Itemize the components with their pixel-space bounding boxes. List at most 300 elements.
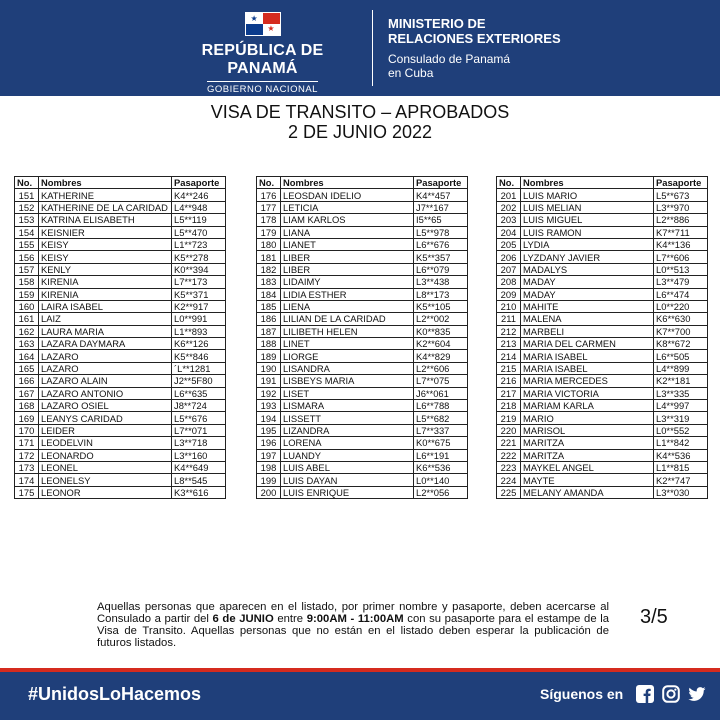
table-row: [257, 362, 468, 374]
row-number: 208: [497, 276, 521, 288]
row-number: 201: [497, 189, 521, 201]
table-row: [15, 424, 226, 436]
table-row: [257, 486, 468, 498]
table-row: [257, 313, 468, 325]
row-passport: L2**056: [414, 486, 468, 498]
row-number: 206: [497, 251, 521, 263]
row-passport: L7**173: [172, 276, 226, 288]
table-row: [257, 201, 468, 213]
table-row: [257, 288, 468, 300]
row-number: 224: [497, 474, 521, 486]
row-number: 184: [257, 288, 281, 300]
row-number: 170: [15, 424, 39, 436]
row-number: 176: [257, 189, 281, 201]
row-number: 181: [257, 251, 281, 263]
header-name: Nombres: [521, 177, 654, 189]
row-number: 152: [15, 201, 39, 213]
ministry-block: [388, 16, 588, 80]
row-passport: L3**319: [654, 412, 708, 424]
header-divider: [372, 10, 373, 86]
row-name: LUIS ENRIQUE: [281, 486, 414, 498]
table-row: [497, 201, 708, 213]
table-row: [15, 189, 226, 201]
row-passport: K4**649: [172, 461, 226, 473]
panama-flag-icon: ★ ★: [245, 12, 281, 36]
row-passport: L6**474: [654, 288, 708, 300]
row-name: LILIAN DE LA CARIDAD: [281, 313, 414, 325]
table-row: [257, 325, 468, 337]
row-passport: K4**246: [172, 189, 226, 201]
row-number: 205: [497, 238, 521, 250]
row-name: MAYTE: [521, 474, 654, 486]
table-row: [497, 474, 708, 486]
row-number: 218: [497, 400, 521, 412]
ministry-line1: MINISTERIO DE: [388, 16, 486, 31]
row-passport: K6**126: [172, 338, 226, 350]
row-name: KEISNIER: [39, 226, 172, 238]
header-no: No.: [15, 177, 39, 189]
table-row: [15, 238, 226, 250]
row-number: 165: [15, 362, 39, 374]
row-passport: L7**071: [172, 424, 226, 436]
row-number: 180: [257, 238, 281, 250]
row-number: 168: [15, 400, 39, 412]
row-passport: L5**673: [654, 189, 708, 201]
row-number: 187: [257, 325, 281, 337]
row-name: MAHITE: [521, 300, 654, 312]
row-number: 167: [15, 387, 39, 399]
row-passport: L5**978: [414, 226, 468, 238]
row-name: LIORGE: [281, 350, 414, 362]
row-name: LIANET: [281, 238, 414, 250]
row-passport: L3**160: [172, 449, 226, 461]
row-number: 198: [257, 461, 281, 473]
row-name: KEISY: [39, 238, 172, 250]
row-number: 163: [15, 338, 39, 350]
row-number: 154: [15, 226, 39, 238]
row-name: KATRINA ELISABETH: [39, 214, 172, 226]
row-number: 204: [497, 226, 521, 238]
table-row: [15, 412, 226, 424]
row-passport: L2**886: [654, 214, 708, 226]
row-name: LAZARO ANTONIO: [39, 387, 172, 399]
table-row: [257, 338, 468, 350]
row-number: 156: [15, 251, 39, 263]
row-passport: K0**835: [414, 325, 468, 337]
row-name: LISET: [281, 387, 414, 399]
table-row: [15, 449, 226, 461]
row-passport: K0**394: [172, 263, 226, 275]
row-number: 169: [15, 412, 39, 424]
row-number: 185: [257, 300, 281, 312]
row-passport: L3**479: [654, 276, 708, 288]
row-number: 225: [497, 486, 521, 498]
row-number: 197: [257, 449, 281, 461]
row-number: 186: [257, 313, 281, 325]
row-passport: L3**335: [654, 387, 708, 399]
document-title: [0, 102, 720, 142]
row-name: KATHERINE: [39, 189, 172, 201]
row-passport: K5**278: [172, 251, 226, 263]
row-number: 194: [257, 412, 281, 424]
table-row: [497, 424, 708, 436]
table-row: [257, 226, 468, 238]
table-row: [15, 338, 226, 350]
row-passport: L4**948: [172, 201, 226, 213]
republic-block: [165, 12, 360, 97]
row-number: 213: [497, 338, 521, 350]
row-name: KIRENIA: [39, 276, 172, 288]
row-name: MADALYS: [521, 263, 654, 275]
row-name: LEIDER: [39, 424, 172, 436]
row-name: LUIS MELIAN: [521, 201, 654, 213]
row-passport: ´L**1281: [172, 362, 226, 374]
row-name: LAIZ: [39, 313, 172, 325]
ministry-line2: RELACIONES EXTERIORES: [388, 31, 561, 46]
row-passport: L0**513: [654, 263, 708, 275]
table-row: [497, 189, 708, 201]
table-row: [15, 325, 226, 337]
table-header-row: [497, 177, 708, 189]
table-row: [497, 276, 708, 288]
table-row: [497, 412, 708, 424]
row-passport: K6**536: [414, 461, 468, 473]
row-name: LUIS RAMON: [521, 226, 654, 238]
row-number: 215: [497, 362, 521, 374]
table-row: [257, 238, 468, 250]
table-row: [15, 251, 226, 263]
row-name: MARIO: [521, 412, 654, 424]
row-name: LUIS MARIO: [521, 189, 654, 201]
table-row: [15, 313, 226, 325]
row-name: LAIRA ISABEL: [39, 300, 172, 312]
row-passport: L6**505: [654, 350, 708, 362]
table-header-row: [257, 177, 468, 189]
table-row: [257, 276, 468, 288]
table-row: [257, 461, 468, 473]
row-name: LIANA: [281, 226, 414, 238]
row-passport: L8**545: [172, 474, 226, 486]
row-passport: L7**606: [654, 251, 708, 263]
row-passport: L5**470: [172, 226, 226, 238]
table-row: [257, 300, 468, 312]
row-name: LISSETT: [281, 412, 414, 424]
row-passport: L4**899: [654, 362, 708, 374]
table-row: [497, 449, 708, 461]
row-name: LEOSDAN IDELIO: [281, 189, 414, 201]
row-number: 158: [15, 276, 39, 288]
row-passport: L7**337: [414, 424, 468, 436]
row-passport: L0**552: [654, 424, 708, 436]
row-passport: J6**061: [414, 387, 468, 399]
row-number: 203: [497, 214, 521, 226]
row-passport: L1**842: [654, 437, 708, 449]
row-number: 221: [497, 437, 521, 449]
row-name: MADAY: [521, 288, 654, 300]
row-number: 178: [257, 214, 281, 226]
row-number: 202: [497, 201, 521, 213]
notice-part1: Aquellas personas que aparecen en el listado, por primer nombre y pasaporte, deben acercarse al Consulado a partir del: [97, 601, 609, 625]
row-number: 190: [257, 362, 281, 374]
table-row: [15, 362, 226, 374]
row-passport: K4**136: [654, 238, 708, 250]
table-row: [257, 474, 468, 486]
row-number: 195: [257, 424, 281, 436]
row-name: LIENA: [281, 300, 414, 312]
row-number: 189: [257, 350, 281, 362]
row-number: 217: [497, 387, 521, 399]
row-number: 172: [15, 449, 39, 461]
row-passport: K2**181: [654, 375, 708, 387]
row-name: MARBELI: [521, 325, 654, 337]
row-number: 159: [15, 288, 39, 300]
table-row: [257, 251, 468, 263]
row-number: 211: [497, 313, 521, 325]
row-name: LYZDANY JAVIER: [521, 251, 654, 263]
row-passport: L6**079: [414, 263, 468, 275]
header-no: No.: [257, 177, 281, 189]
facebook-icon[interactable]: [636, 685, 654, 703]
table-row: [15, 387, 226, 399]
row-name: LEONEL: [39, 461, 172, 473]
table-row: [497, 325, 708, 337]
row-number: 216: [497, 375, 521, 387]
table-row: [15, 226, 226, 238]
follow-label: Síguenos en: [540, 686, 624, 702]
row-name: LAZARO: [39, 362, 172, 374]
row-passport: K0**675: [414, 437, 468, 449]
row-passport: K2**747: [654, 474, 708, 486]
row-passport: L0**220: [654, 300, 708, 312]
row-number: 177: [257, 201, 281, 213]
row-name: LUIS MIGUEL: [521, 214, 654, 226]
row-number: 222: [497, 449, 521, 461]
row-name: KEISY: [39, 251, 172, 263]
table-row: [497, 375, 708, 387]
row-passport: K5**371: [172, 288, 226, 300]
row-passport: L2**002: [414, 313, 468, 325]
row-passport: L0**991: [172, 313, 226, 325]
row-number: 214: [497, 350, 521, 362]
row-number: 212: [497, 325, 521, 337]
row-passport: K7**711: [654, 226, 708, 238]
row-number: 207: [497, 263, 521, 275]
row-name: MARIA ISABEL: [521, 362, 654, 374]
page-indicator: 3/5: [640, 606, 668, 628]
table-row: [15, 300, 226, 312]
table-row: [257, 400, 468, 412]
row-name: LUANDY: [281, 449, 414, 461]
row-name: LIDAIMY: [281, 276, 414, 288]
table-row: [497, 338, 708, 350]
row-passport: K5**846: [172, 350, 226, 362]
table-row: [15, 437, 226, 449]
notice-part2: entre: [273, 613, 307, 625]
table-header-row: [15, 177, 226, 189]
row-passport: K2**917: [172, 300, 226, 312]
table-row: [15, 461, 226, 473]
row-name: MAYKEL ANGEL: [521, 461, 654, 473]
table-row: [257, 189, 468, 201]
table-row: [497, 288, 708, 300]
table-row: [15, 201, 226, 213]
notice-part3: con su pasaporte para el estampe de la Visa de Transito. Aquellas personas que no están en el listado deben esperar la publicación de futuros listados.: [97, 613, 610, 649]
table-row: [257, 424, 468, 436]
title-line1: VISA DE TRANSITO – APROBADOS: [210, 102, 510, 122]
table-row: [15, 263, 226, 275]
row-name: LISBEYS MARIA: [281, 375, 414, 387]
row-number: 219: [497, 412, 521, 424]
row-name: MELANY AMANDA: [521, 486, 654, 498]
row-name: LIBER: [281, 263, 414, 275]
row-name: LAZARO: [39, 350, 172, 362]
row-name: MARIA DEL CARMEN: [521, 338, 654, 350]
header-no: No.: [497, 177, 521, 189]
instagram-icon[interactable]: [662, 685, 680, 703]
row-passport: L6**191: [414, 449, 468, 461]
row-passport: L1**723: [172, 238, 226, 250]
table-row: [257, 214, 468, 226]
row-number: 162: [15, 325, 39, 337]
row-passport: L3**030: [654, 486, 708, 498]
row-name: LEONELSY: [39, 474, 172, 486]
header-name: Nombres: [281, 177, 414, 189]
title-line2: 2 DE JUNIO 2022: [287, 122, 433, 142]
row-number: 182: [257, 263, 281, 275]
row-name: LAZARO ALAIN: [39, 375, 172, 387]
table-row: [15, 350, 226, 362]
row-name: LILIBETH HELEN: [281, 325, 414, 337]
row-name: LEONARDO: [39, 449, 172, 461]
row-passport: L5**676: [172, 412, 226, 424]
row-name: MALENA: [521, 313, 654, 325]
table-row: [15, 276, 226, 288]
row-name: LUIS DAYAN: [281, 474, 414, 486]
table-row: [497, 350, 708, 362]
row-name: LAZARA DAYMARA: [39, 338, 172, 350]
row-number: 164: [15, 350, 39, 362]
table-row: [15, 288, 226, 300]
row-name: LEANYS CARIDAD: [39, 412, 172, 424]
table-row: [497, 362, 708, 374]
table-row: [257, 387, 468, 399]
row-passport: L2**606: [414, 362, 468, 374]
table-row: [257, 412, 468, 424]
table-row: [497, 263, 708, 275]
row-passport: J8**724: [172, 400, 226, 412]
notice-text: [97, 601, 609, 649]
row-name: LAZARO OSIEL: [39, 400, 172, 412]
header-passport: Pasaporte: [172, 177, 226, 189]
table-row: [497, 214, 708, 226]
row-number: 192: [257, 387, 281, 399]
row-passport: L4**997: [654, 400, 708, 412]
row-name: MARIA MERCEDES: [521, 375, 654, 387]
row-passport: J2**5F80: [172, 375, 226, 387]
row-passport: L0**140: [414, 474, 468, 486]
approved-table-1: [14, 176, 226, 499]
row-number: 171: [15, 437, 39, 449]
notice-hours: 9:00AM - 11:00AM: [306, 613, 404, 625]
hashtag: #UnidosLoHacemos: [28, 684, 202, 704]
table-row: [497, 251, 708, 263]
row-passport: L3**718: [172, 437, 226, 449]
table-row: [497, 400, 708, 412]
table-row: [257, 263, 468, 275]
row-name: LIBER: [281, 251, 414, 263]
row-passport: L6**635: [172, 387, 226, 399]
row-passport: L3**438: [414, 276, 468, 288]
row-name: MADAY: [521, 276, 654, 288]
row-number: 220: [497, 424, 521, 436]
row-number: 161: [15, 313, 39, 325]
row-name: MARITZA: [521, 449, 654, 461]
row-passport: L3**970: [654, 201, 708, 213]
row-name: KIRENIA: [39, 288, 172, 300]
header-name: Nombres: [39, 177, 172, 189]
approved-table-2: [256, 176, 468, 499]
row-passport: L1**815: [654, 461, 708, 473]
row-name: LUIS ABEL: [281, 461, 414, 473]
row-name: LISANDRA: [281, 362, 414, 374]
row-number: 223: [497, 461, 521, 473]
row-name: LIAM KARLOS: [281, 214, 414, 226]
row-number: 199: [257, 474, 281, 486]
table-row: [257, 449, 468, 461]
table-row: [497, 387, 708, 399]
table-row: [497, 238, 708, 250]
consulate-line1: Consulado de Panamá: [388, 52, 511, 66]
twitter-icon[interactable]: [688, 685, 706, 703]
table-row: [15, 486, 226, 498]
table-row: [497, 461, 708, 473]
row-passport: L8**173: [414, 288, 468, 300]
row-number: 153: [15, 214, 39, 226]
table-row: [15, 474, 226, 486]
row-passport: L6**788: [414, 400, 468, 412]
table-row: [257, 350, 468, 362]
row-number: 160: [15, 300, 39, 312]
row-number: 188: [257, 338, 281, 350]
footer-bar: [0, 672, 720, 720]
row-name: LORENA: [281, 437, 414, 449]
row-name: LEODELVIN: [39, 437, 172, 449]
row-number: 200: [257, 486, 281, 498]
table-row: [497, 226, 708, 238]
row-name: MARITZA: [521, 437, 654, 449]
row-name: LETICIA: [281, 201, 414, 213]
row-passport: L5**682: [414, 412, 468, 424]
row-passport: I5**65: [414, 214, 468, 226]
republic-title: REPÚBLICA DE PANAMÁ: [201, 42, 324, 77]
row-passport: L6**676: [414, 238, 468, 250]
table-row: [497, 486, 708, 498]
row-name: LAURA MARIA: [39, 325, 172, 337]
header-passport: Pasaporte: [654, 177, 708, 189]
notice-date: 6 de JUNIO: [212, 613, 274, 625]
row-name: MARIA ISABEL: [521, 350, 654, 362]
row-number: 157: [15, 263, 39, 275]
row-name: LINET: [281, 338, 414, 350]
table-row: [497, 300, 708, 312]
row-passport: K2**604: [414, 338, 468, 350]
row-name: LISMARA: [281, 400, 414, 412]
table-row: [257, 437, 468, 449]
row-passport: K5**357: [414, 251, 468, 263]
row-name: KATHERINE DE LA CARIDAD: [39, 201, 172, 213]
row-number: 155: [15, 238, 39, 250]
row-name: MARIA VICTORIA: [521, 387, 654, 399]
